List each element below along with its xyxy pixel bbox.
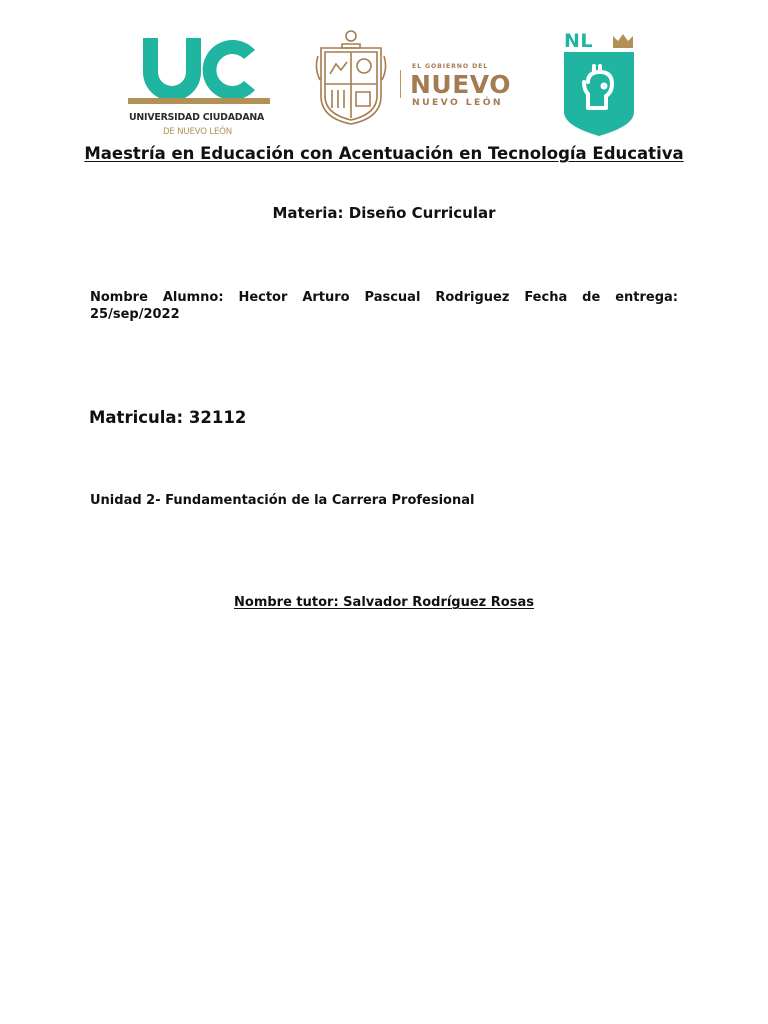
program-title-text: Maestría en Educación con Acentuación en Tecnología Educativa <box>84 144 684 163</box>
nl-shield-icon <box>564 52 634 136</box>
uc-gold-bar <box>128 98 270 104</box>
gobierno-line-1: EL GOBIERNO DEL <box>412 63 489 70</box>
matricula-line: Matricula: 32112 <box>89 408 247 427</box>
tutor-text: Nombre tutor: Salvador Rodríguez Rosas <box>234 595 534 610</box>
gobierno-logo <box>314 26 526 130</box>
subject-line: Materia: Diseño Curricular <box>272 204 496 222</box>
uc-logo <box>127 36 277 140</box>
uc-mark-icon <box>127 36 259 106</box>
gobierno-divider <box>400 70 401 98</box>
program-title <box>0 144 768 163</box>
nl-logo <box>562 30 636 138</box>
delivery-date: 25/sep/2022 <box>90 307 180 322</box>
coat-of-arms-icon <box>314 26 388 130</box>
tutor-line <box>0 595 768 610</box>
gobierno-line-3: NUEVO LEÓN <box>412 97 504 108</box>
uc-subtitle: DE NUEVO LEÓN <box>163 127 232 137</box>
crown-icon <box>612 33 634 49</box>
gobierno-line-2: NUEVO <box>410 70 511 99</box>
nl-text: NL <box>564 30 594 52</box>
uc-name: UNIVERSIDAD CIUDADANA <box>129 112 265 123</box>
student-and-date-line: Nombre Alumno: Hector Arturo Pascual Rodriguez Fecha de entrega: <box>90 290 678 305</box>
unit-line: Unidad 2- Fundamentación de la Carrera Profesional <box>90 493 475 508</box>
